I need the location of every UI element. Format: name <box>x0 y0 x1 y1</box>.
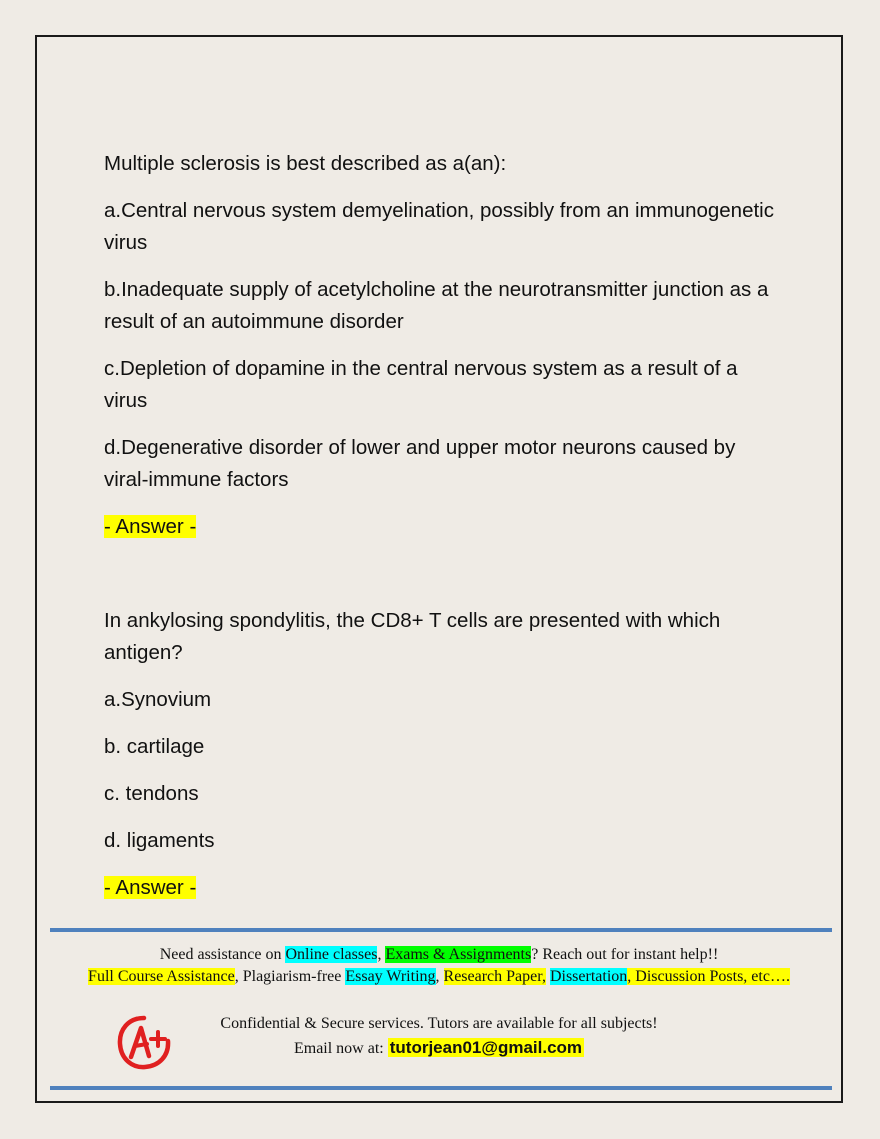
answer-option: c.Depletion of dopamine in the central nervous system as a result of a virus <box>104 357 738 412</box>
footer-line-confidential: Confidential & Secure services. Tutors are available for all subjects! <box>220 1015 658 1032</box>
footer-bottom-rule <box>50 1086 832 1090</box>
answer-option: b. cartilage <box>104 735 205 758</box>
footer-line-assistance <box>35 944 843 966</box>
discussion-posts-link[interactable]: , Discussion Posts, etc…. <box>627 968 790 985</box>
footer-text: , <box>435 968 444 985</box>
question-stem: In ankylosing spondylitis, the CD8+ T cells are presented with which antigen? <box>104 609 721 664</box>
answer-option: d. ligaments <box>104 829 215 852</box>
full-course-assistance-link[interactable]: Full Course Assistance <box>88 968 235 985</box>
answer-label-row <box>104 511 784 543</box>
question-stem: Multiple sclerosis is best described as a(an): <box>104 152 507 175</box>
footer-text: , Plagiarism-free <box>234 968 346 985</box>
footer-top-rule <box>50 928 832 932</box>
answer-label: - Answer - <box>104 876 197 899</box>
answer-option: b.Inadequate supply of acetylcholine at the neurotransmitter junction as a result of an autoimmune disorder <box>104 278 769 333</box>
question-content <box>104 148 784 919</box>
answer-option: c. tendons <box>104 782 199 805</box>
footer-line-services <box>35 966 843 988</box>
answer-option: a.Central nervous system demyelination, possibly from an immunogenetic virus <box>104 199 774 254</box>
email-link[interactable]: tutorjean01@gmail.com <box>389 1038 583 1057</box>
online-classes-link[interactable]: Online classes <box>285 946 378 963</box>
research-paper-link[interactable]: Research Paper, <box>443 968 546 985</box>
exams-assignments-link[interactable]: Exams & Assignments <box>385 946 532 963</box>
footer-text: Need assistance on <box>159 946 286 963</box>
footer-text: ? Reach out for instant help!! <box>531 946 719 963</box>
question-block-2 <box>104 605 784 904</box>
answer-option: a.Synovium <box>104 688 212 711</box>
answer-option: d.Degenerative disorder of lower and upper motor neurons caused by viral-immune factors <box>104 436 736 491</box>
answer-label: - Answer - <box>104 515 197 538</box>
email-prefix: Email now at: <box>293 1040 388 1057</box>
footer-line-email <box>35 1037 843 1060</box>
footer-text: , <box>377 946 386 963</box>
answer-label-row <box>104 872 784 904</box>
essay-writing-link[interactable]: Essay Writing <box>345 968 436 985</box>
spacer <box>104 558 784 605</box>
question-block-1 <box>104 148 784 543</box>
dissertation-link[interactable]: Dissertation <box>549 968 628 985</box>
